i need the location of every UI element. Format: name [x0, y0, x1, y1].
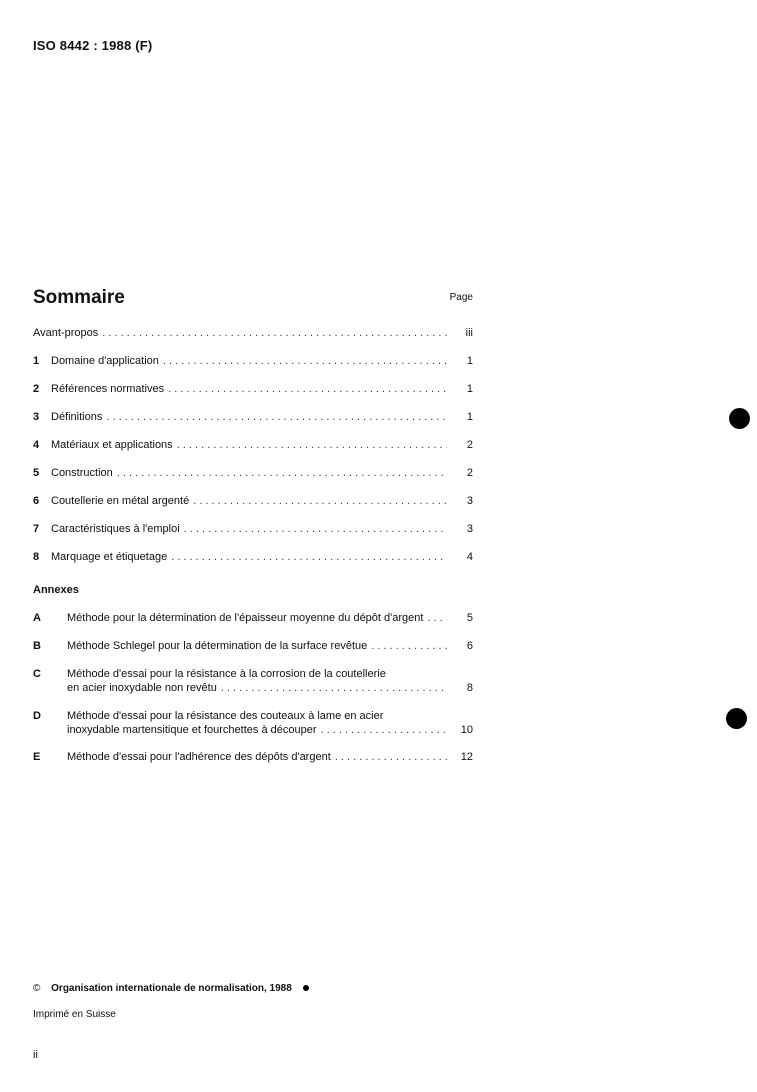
- toc-entry-number: 7: [33, 523, 40, 535]
- toc-entry: [33, 326, 473, 340]
- annex-entry: [33, 750, 473, 764]
- dot-leader: [193, 494, 447, 508]
- dot-leader: [221, 681, 447, 695]
- dot-leader: [335, 750, 447, 764]
- page-number: ii: [33, 1049, 38, 1061]
- toc-entry-page: 2: [466, 439, 473, 451]
- annex-title: Méthode d'essai pour l'adhérence des dépôts d'argent: [67, 751, 331, 763]
- binding-hole-dot: [726, 708, 747, 729]
- dot-leader: [168, 382, 447, 396]
- annex-title-line-2: en acier inoxydable non revêtu: [67, 682, 217, 694]
- toc-entry-page: 1: [466, 355, 473, 367]
- toc-entry: [33, 466, 473, 480]
- annex-entry: [33, 667, 473, 695]
- toc-entry-page: 4: [466, 551, 473, 563]
- copyright-line: [33, 983, 309, 994]
- dot-leader: [106, 410, 447, 424]
- toc-entry-page: 3: [466, 495, 473, 507]
- toc-entry-page: 2: [466, 467, 473, 479]
- annex-title-line-1: Méthode d'essai pour la résistance des couteaux à lame en acier: [67, 710, 384, 722]
- dot-leader: [371, 639, 447, 653]
- toc-entry-number: 4: [33, 439, 40, 451]
- annex-page: 10: [460, 724, 473, 736]
- toc-entry-number: 3: [33, 411, 40, 423]
- annex-letter: D: [33, 710, 41, 722]
- toc-entry-title: Coutellerie en métal argenté: [51, 495, 190, 507]
- binding-hole-dot: [729, 408, 750, 429]
- toc-entry-title: Références normatives: [51, 383, 165, 395]
- toc-entry-title: Avant-propos: [33, 327, 99, 339]
- toc-entry: [33, 354, 473, 368]
- annex-title: Méthode Schlegel pour la détermination de la surface revêtue: [67, 640, 368, 652]
- toc-entry-page: 1: [466, 383, 473, 395]
- printed-location: Imprimé en Suisse: [33, 1009, 116, 1020]
- toc-entry-number: 2: [33, 383, 40, 395]
- annex-entry: [33, 611, 473, 625]
- dot-leader: [321, 723, 448, 737]
- annex-entry: [33, 639, 473, 653]
- toc-entry-page: 1: [466, 411, 473, 423]
- bullet-icon: [303, 985, 309, 991]
- toc-entry: [33, 522, 473, 536]
- dot-leader: [427, 611, 447, 625]
- copyright-organization: Organisation internationale de normalisation, 1988: [51, 983, 292, 994]
- toc-entry: [33, 494, 473, 508]
- toc-entry-number: 5: [33, 467, 40, 479]
- dot-leader: [102, 326, 447, 340]
- dot-leader: [177, 438, 447, 452]
- dot-leader: [117, 466, 447, 480]
- document-id: ISO 8442 : 1988 (F): [33, 38, 153, 53]
- dot-leader: [163, 354, 447, 368]
- annex-page: 8: [466, 682, 473, 694]
- toc-entry-number: 1: [33, 355, 40, 367]
- annex-letter: E: [33, 751, 41, 763]
- page-column-label: Page: [449, 292, 473, 303]
- annex-letter: B: [33, 640, 41, 652]
- toc-entry-title: Matériaux et applications: [51, 439, 173, 451]
- toc-entry: [33, 438, 473, 452]
- toc-entry-title: Domaine d'application: [51, 355, 159, 367]
- toc-entry-title: Marquage et étiquetage: [51, 551, 168, 563]
- annex-entry: [33, 709, 473, 737]
- toc-entry-page: iii: [465, 327, 473, 339]
- toc-entry-title: Caractéristiques à l'emploi: [51, 523, 180, 535]
- annex-letter: C: [33, 668, 41, 680]
- toc-entry-title: Définitions: [51, 411, 103, 423]
- copyright-symbol: ©: [33, 983, 41, 994]
- annexes-heading: Annexes: [33, 584, 79, 596]
- toc-entry-number: 6: [33, 495, 40, 507]
- annex-title: Méthode pour la détermination de l'épaisseur moyenne du dépôt d'argent: [67, 612, 424, 624]
- dot-leader: [184, 522, 447, 536]
- annex-page: 6: [466, 640, 473, 652]
- toc-entry-number: 8: [33, 551, 40, 563]
- toc-entry-page: 3: [466, 523, 473, 535]
- toc-entry-title: Construction: [51, 467, 113, 479]
- annex-title-line-1: Méthode d'essai pour la résistance à la corrosion de la coutellerie: [67, 668, 386, 680]
- toc-entry: [33, 550, 473, 564]
- annex-title-line-2: inoxydable martensitique et fourchettes à découper: [67, 724, 317, 736]
- annex-letter: A: [33, 612, 41, 624]
- toc-entry: [33, 410, 473, 424]
- dot-leader: [171, 550, 447, 564]
- toc-entry: [33, 382, 473, 396]
- annex-page: 12: [460, 751, 473, 763]
- annex-page: 5: [466, 612, 473, 624]
- toc-title: Sommaire: [33, 287, 125, 308]
